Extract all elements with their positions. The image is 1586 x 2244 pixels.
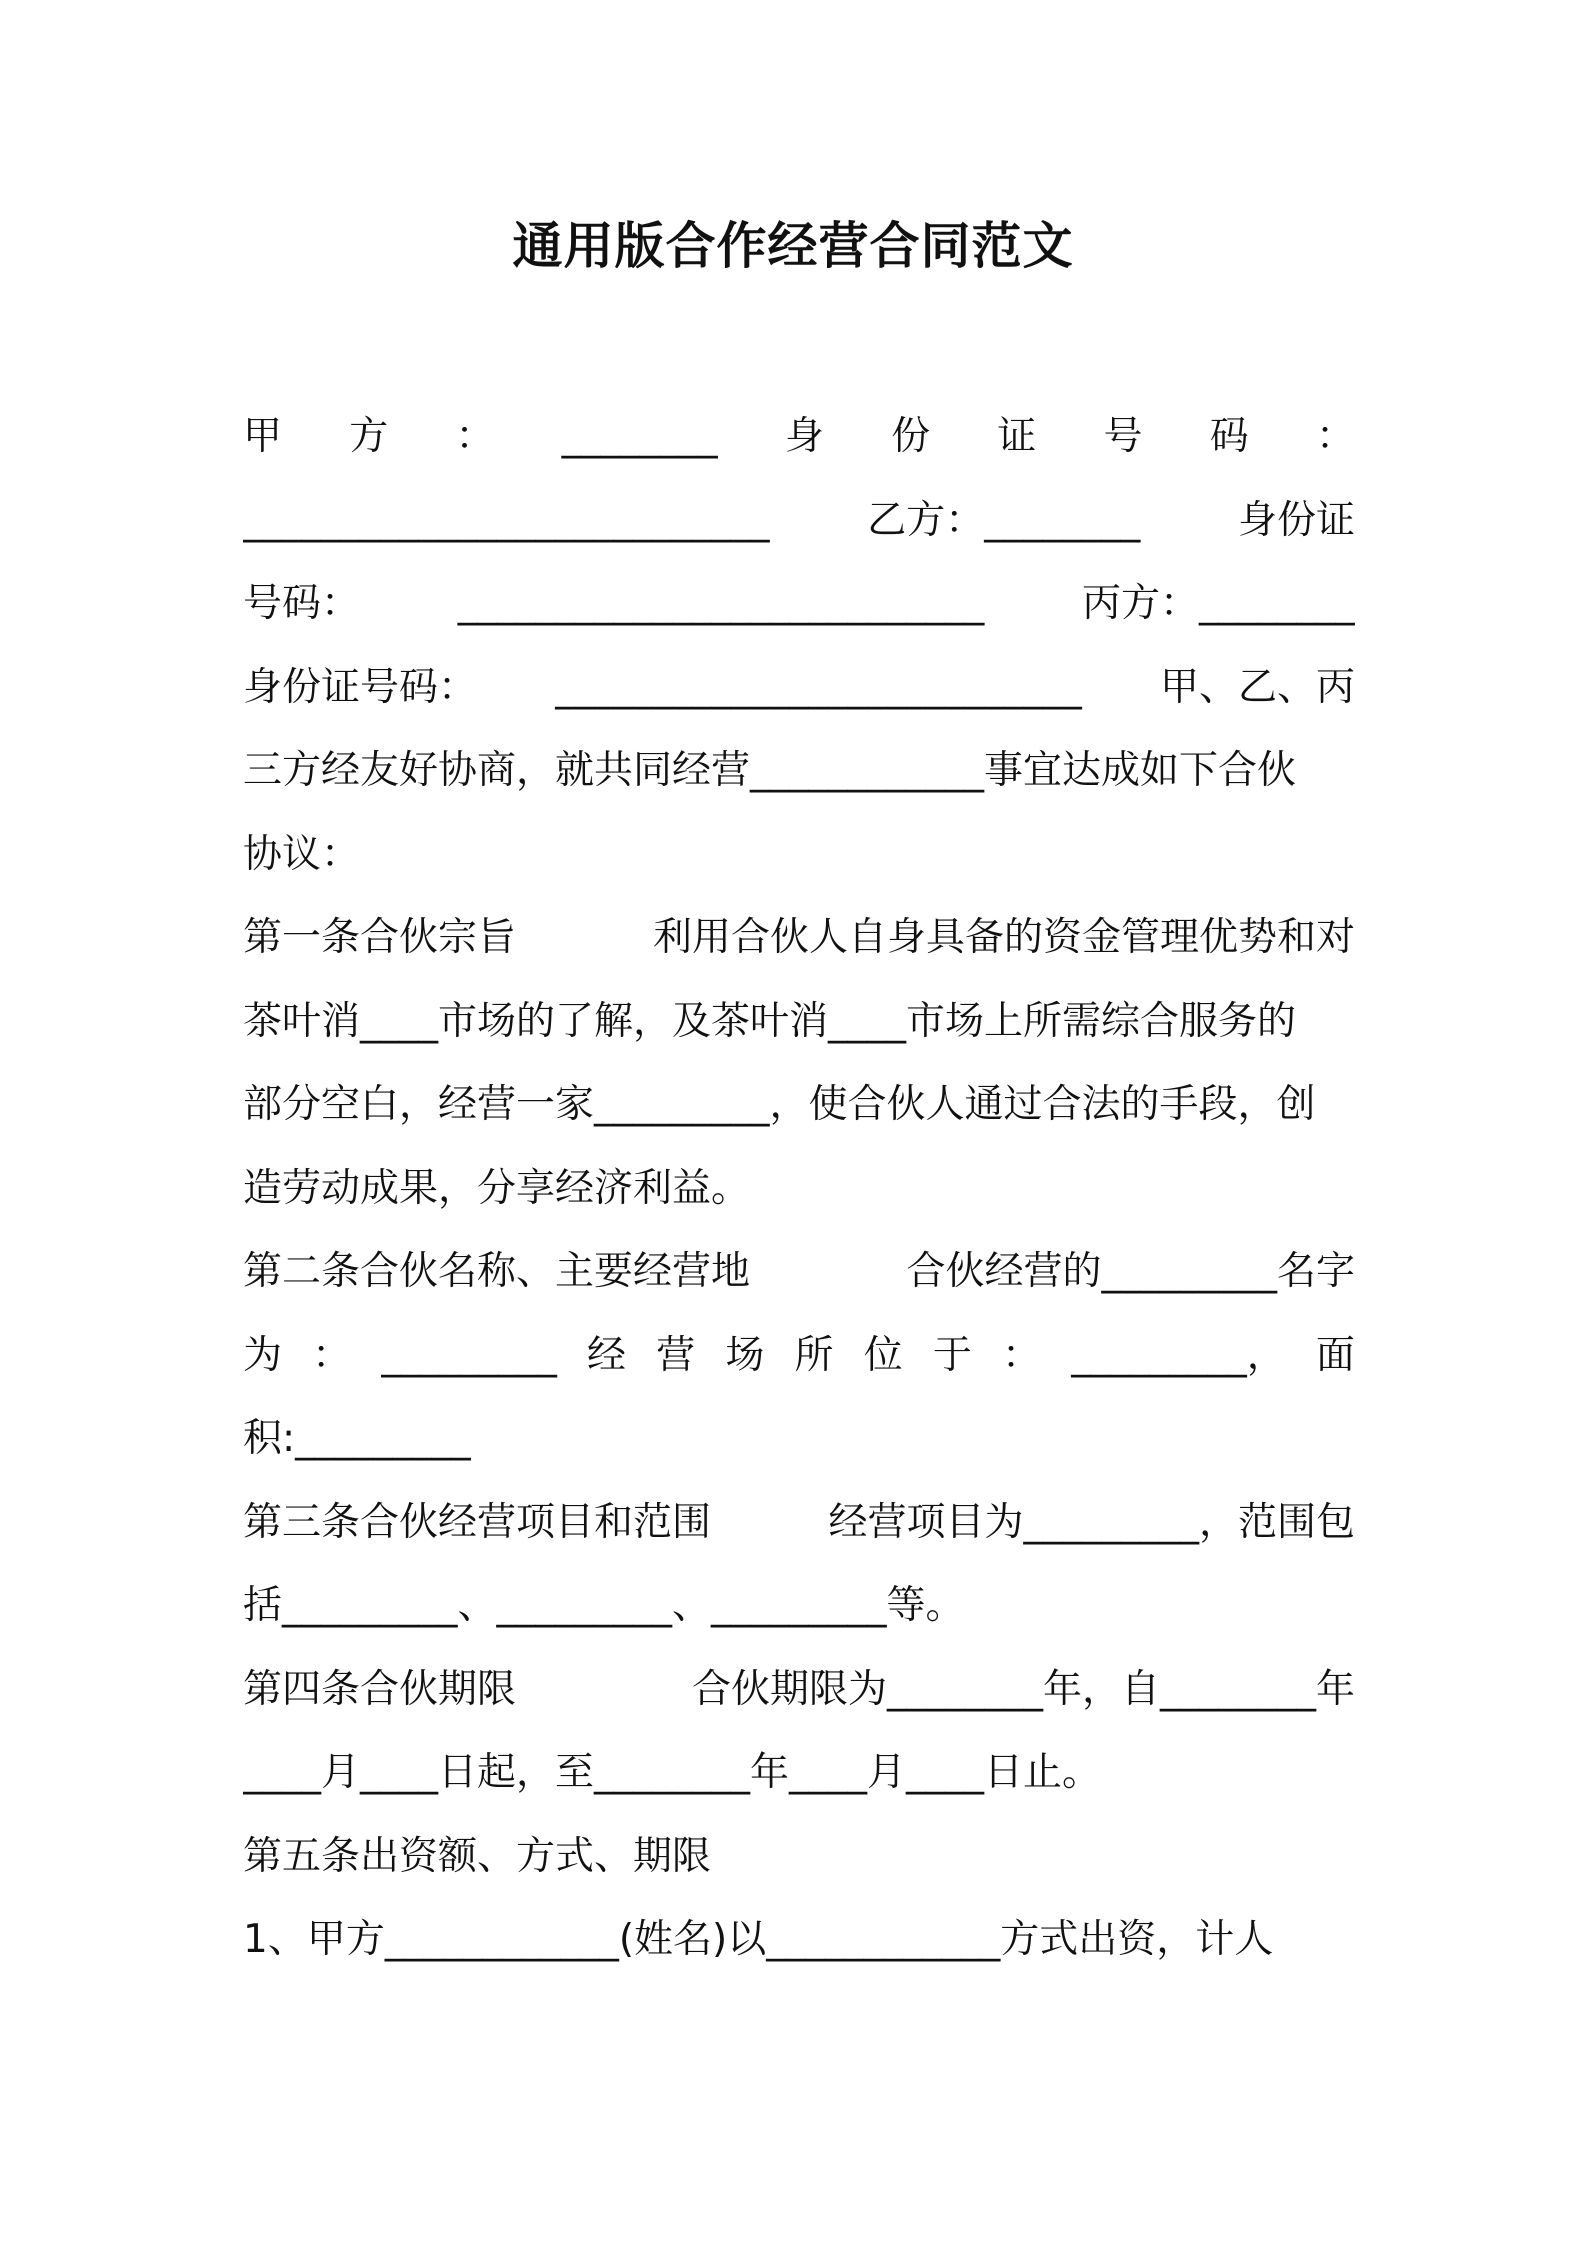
text-segment: 位: [863, 1333, 903, 1378]
text-line: [243, 1898, 1355, 1982]
text-segment: 经营项目为_________，范围包: [828, 1500, 1355, 1545]
text-segment: 号: [1103, 414, 1143, 459]
text-line: [243, 1397, 1355, 1481]
text-segment: ：: [1315, 414, 1355, 459]
text-line: [243, 1564, 1355, 1648]
text-segment: 为: [243, 1333, 283, 1378]
text-segment: ___________________________: [457, 581, 985, 626]
text-segment: 场: [725, 1333, 765, 1378]
text-segment: ____月____日起，至________年____月____日止。: [243, 1750, 1102, 1795]
text-segment: 甲、乙、丙: [1159, 665, 1355, 710]
text-line: [243, 813, 1355, 897]
text-segment: 营: [656, 1333, 696, 1378]
text-line: [243, 1147, 1355, 1231]
text-line: [243, 1648, 1355, 1732]
text-segment: ________: [561, 414, 718, 459]
text-segment: 身份证: [1237, 498, 1355, 543]
text-segment: 身份证号码：: [243, 665, 478, 710]
text-segment: 丙方：________: [1081, 581, 1355, 626]
text-segment: 第二条合伙名称、主要经营地: [243, 1249, 751, 1294]
text-segment: 号码：: [243, 581, 361, 626]
text-segment: ___________________________: [243, 498, 770, 543]
text-line: [243, 896, 1355, 980]
text-segment: ：: [312, 1333, 352, 1378]
text-segment: 甲: [243, 414, 283, 459]
text-segment: ：: [455, 414, 495, 459]
text-segment: 面: [1315, 1333, 1355, 1378]
text-segment: 协议：: [243, 832, 361, 877]
text-segment: 方: [349, 414, 389, 459]
text-segment: 造劳动成果，分享经济利益。: [243, 1166, 751, 1211]
text-line: [243, 1063, 1355, 1147]
text-segment: 证: [997, 414, 1037, 459]
text-segment: 份: [891, 414, 931, 459]
text-line: [243, 479, 1355, 563]
text-segment: ___________________________: [555, 665, 1082, 710]
text-line: [243, 1314, 1355, 1398]
text-segment: 1、甲方____________(姓名)以____________方式出资，计人: [243, 1917, 1274, 1962]
text-segment: 合伙经营的_________名字: [906, 1249, 1355, 1294]
text-line: [243, 729, 1355, 813]
text-segment: 经: [587, 1333, 627, 1378]
text-line: [243, 1230, 1355, 1314]
text-segment: _________，: [1071, 1333, 1286, 1378]
text-segment: 乙方：________: [867, 498, 1141, 543]
text-line: [243, 1815, 1355, 1899]
text-segment: 括_________、_________、_________等。: [243, 1583, 965, 1628]
text-line: [243, 646, 1355, 730]
text-line: [243, 1481, 1355, 1565]
text-line: [243, 562, 1355, 646]
text-segment: 码: [1209, 414, 1249, 459]
text-line: [243, 395, 1355, 479]
text-segment: 合伙期限为________年，自________年: [691, 1667, 1355, 1712]
text-segment: 部分空白，经营一家_________，使合伙人通过合法的手段，创: [243, 1082, 1316, 1127]
document-title: 通用版合作经营合同范文: [512, 217, 1074, 275]
text-segment: 身: [784, 414, 824, 459]
text-segment: 三方经友好协商，就共同经营____________事宜达成如下合伙: [243, 748, 1297, 793]
text-segment: ：: [1002, 1333, 1042, 1378]
text-segment: 第四条合伙期限: [243, 1667, 517, 1712]
text-segment: 第五条出资额、方式、期限: [243, 1834, 712, 1879]
text-segment: _________: [381, 1333, 557, 1378]
text-segment: 积:_________: [243, 1416, 471, 1461]
text-line: [243, 1731, 1355, 1815]
text-segment: 第三条合伙经营项目和范围: [243, 1500, 712, 1545]
text-segment: 于: [932, 1333, 972, 1378]
text-segment: 所: [794, 1333, 834, 1378]
text-segment: 第一条合伙宗旨: [243, 915, 517, 960]
text-segment: 利用合伙人自身具备的资金管理优势和对: [652, 915, 1355, 960]
text-segment: 茶叶消____市场的了解，及茶叶消____市场上所需综合服务的: [243, 999, 1297, 1044]
text-line: [243, 980, 1355, 1064]
